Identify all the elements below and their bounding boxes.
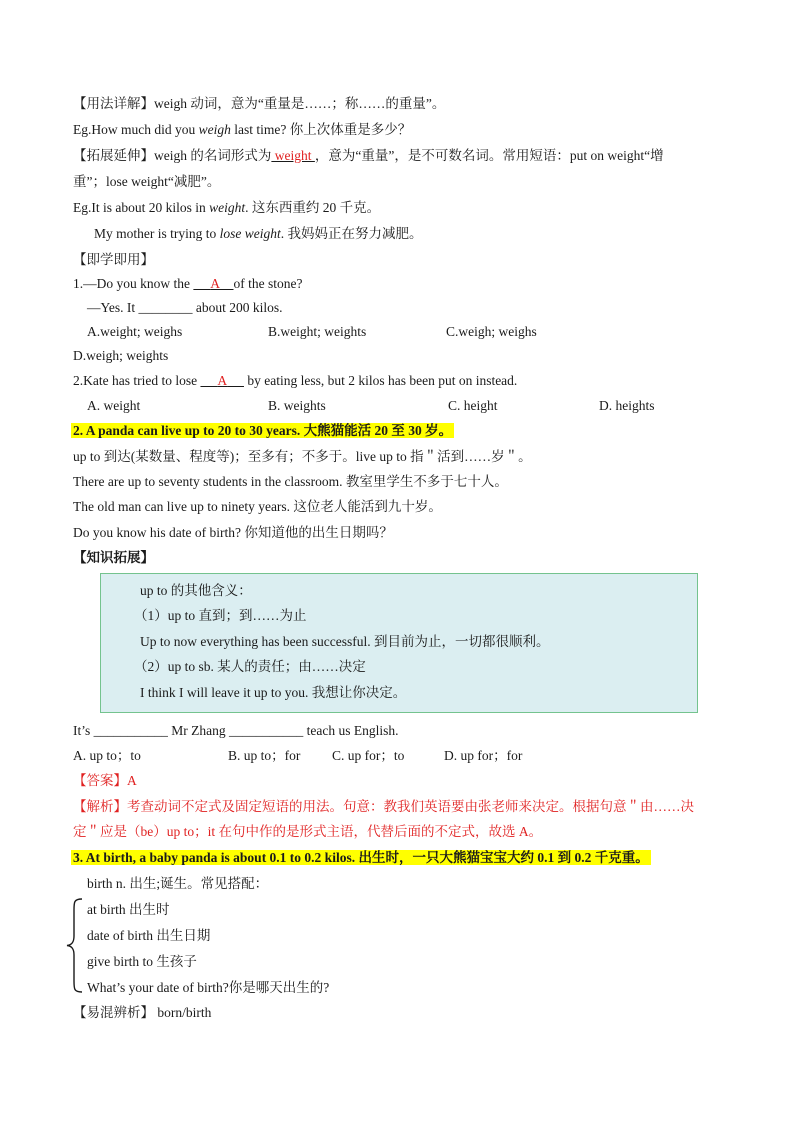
question-1-prefix: 1.—Do you know the	[73, 276, 194, 291]
question-2-prefix: 2.Kate has tried to lose	[73, 373, 201, 388]
question-1-blank	[193, 276, 233, 291]
question-2	[73, 372, 517, 390]
box-line-3: Up to now everything has been successful. 到目前为止，一切都很顺利。	[140, 634, 550, 649]
example-2-italic: weight	[209, 200, 246, 215]
extend-label: 【拓展延伸】	[73, 148, 154, 163]
extend-suffix: ，意为“重量”，是不可数名词。常用短语：put on weight“增	[314, 148, 664, 163]
example-1-prefix: Eg.How much did you	[73, 122, 199, 137]
practice-label: 【即学即用】	[73, 252, 154, 267]
question-1-line-2: —Yes. It ________ about 200 kilos.	[87, 300, 283, 315]
section-2-line-1: up to 到达(某数量、程度等)；至多有；不多于。live up to 指＂活到……岁＂。	[73, 449, 532, 464]
section-3-heading-text: 3. At birth, a baby panda is about 0.1 to 0.2 kilos. 出生时，一只大熊猫宝宝大约 0.1 到 0.2 千克重。	[73, 850, 649, 865]
example-3-prefix: My mother is trying to	[94, 226, 220, 241]
example-3-suffix: . 我妈妈正在努力减肥。	[280, 226, 423, 241]
q1-option-b: B.weight; weights	[268, 324, 367, 339]
q3-option-d: D. up for；for	[444, 748, 523, 763]
example-2-prefix: Eg.It is about 20 kilos in	[73, 200, 210, 215]
birth-phrase-4: What’s your date of birth?你是哪天出生的?	[87, 980, 330, 995]
question-1-answer: A	[210, 276, 220, 291]
example-3-italic: lose weight	[219, 226, 281, 241]
q1-option-d: D.weigh; weights	[73, 348, 169, 363]
box-line-4: （2）up to sb. 某人的责任；由……决定	[134, 659, 366, 674]
question-1-suffix: of the stone?	[233, 276, 303, 291]
q1-option-a: A.weight; weighs	[87, 324, 183, 339]
confusion-line: 【易混辨析】 born/birth	[73, 1005, 212, 1020]
box-line-1: up to 的其他含义：	[140, 583, 252, 598]
extend-answer: weight	[271, 148, 315, 163]
example-2-suffix: . 这东西重约 20 千克。	[245, 200, 381, 215]
section-3-heading	[71, 849, 651, 867]
analysis-line-2: 定＂应是（be）up to；it 在句中作的是形式主语，代替后面的不定式，故选 A。	[73, 824, 543, 839]
q3-option-a: A. up to；to	[73, 748, 141, 763]
section-2-line-4: Do you know his date of birth? 你知道他的出生日期吗？	[73, 525, 393, 540]
analysis-line-1: 【解析】考查动词不定式及固定短语的用法。句意：教我们英语要由张老师来决定。根据句意＂由……决	[73, 799, 694, 814]
extend-prefix: weigh 的名词形式为	[154, 148, 272, 163]
usage-text: weigh 动词，意为“重量是……；称……的重量”。	[154, 96, 446, 111]
section-2-heading-text: 2. A panda can live up to 20 to 30 years. 大熊猫能活 20 至 30 岁。	[73, 423, 453, 438]
q1-option-c: C.weigh; weighs	[446, 324, 537, 339]
example-1-suffix: last time? 你上次体重是多少？	[230, 122, 412, 137]
question-2-answer: A	[217, 373, 228, 388]
birth-phrase-1: at birth 出生时	[87, 902, 170, 917]
q2-option-a: A. weight	[87, 398, 141, 413]
q3-option-c: C. up for；to	[332, 748, 405, 763]
example-1	[73, 121, 411, 139]
box-line-2: （1）up to 直到；到……为止	[134, 608, 307, 623]
question-1	[73, 275, 302, 293]
left-brace-icon	[64, 898, 86, 993]
question-2-blank	[200, 373, 244, 388]
q3-option-b: B. up to；for	[228, 748, 301, 763]
section-2-line-3: The old man can live up to ninety years. 这位老人能活到九十岁。	[73, 499, 442, 514]
q2-option-b: B. weights	[268, 398, 326, 413]
q2-option-d: D. heights	[599, 398, 655, 413]
knowledge-label: 【知识拓展】	[73, 550, 154, 565]
extend-line-2: 重”；lose weight“减肥”。	[73, 174, 221, 189]
answer-line: 【答案】A	[73, 773, 137, 788]
extend-line	[73, 147, 664, 165]
q2-option-c: C. height	[448, 398, 498, 413]
usage-line	[73, 95, 445, 113]
box-line-5: I think I will leave it up to you. 我想让你决定。	[140, 685, 407, 700]
example-1-italic: weigh	[198, 122, 231, 137]
question-2-suffix: by eating less, but 2 kilos has been put on instead.	[243, 373, 518, 388]
usage-label: 【用法详解】	[73, 96, 154, 111]
example-2	[73, 199, 380, 217]
question-3: It’s ___________ Mr Zhang ___________ teach us English.	[73, 723, 399, 738]
example-3	[94, 225, 423, 243]
section-2-heading	[71, 422, 454, 440]
birth-intro: birth n. 出生;诞生。常见搭配：	[87, 876, 269, 891]
section-2-line-2: There are up to seventy students in the classroom. 教室里学生不多于七十人。	[73, 474, 508, 489]
birth-phrase-3: give birth to 生孩子	[87, 954, 197, 969]
birth-phrase-2: date of birth 出生日期	[87, 928, 211, 943]
